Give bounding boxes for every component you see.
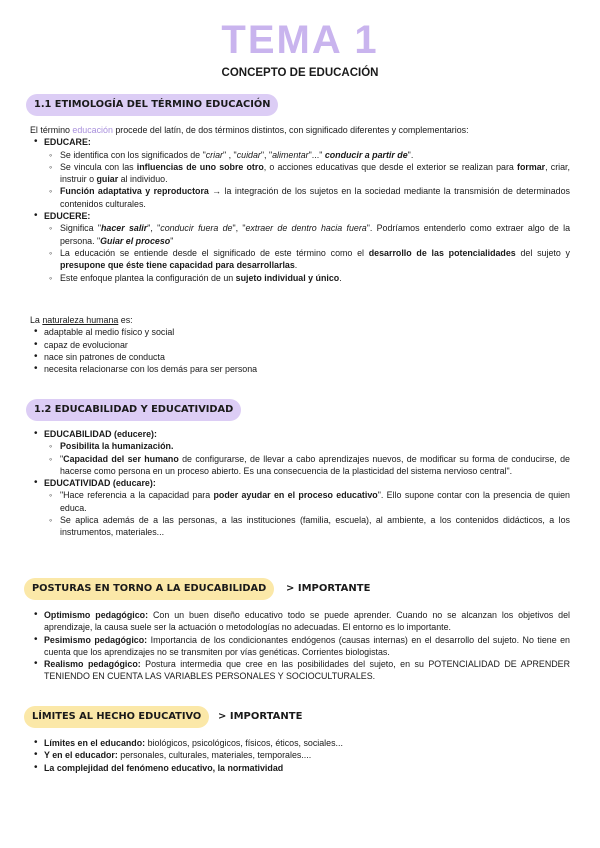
list-item: • nace sin patrones de conducta [44,351,570,363]
intro-paragraph: El término educación procede del latín, de dos términos distintos, con significado diferentes y complementarios: [30,125,469,135]
importance-tag: > IMPORTANTE [286,583,371,594]
section-heading-educabilidad: 1.2 EDUCABILIDAD Y EDUCATIVIDAD [26,399,241,421]
list-item: ◦ Este enfoque plantea la configuración de un sujeto individual y único. [60,272,570,284]
list-item-educere: • EDUCERE: ◦ Significa "hacer salir", "conducir fuera de", "extraer de dentro hacia fuera". Podríamos entenderlo como extraer algo de la persona. "Guiar el proceso" ◦ La educación se entiende desde el significado de este término como el desarrollo de las potencialidades del sujeto y presupone que éste tiene capacidad para desarrollarlas. ◦ Este enfoque plantea la configuración de un sujeto individual y único. [44,210,570,284]
naturaleza-list [30,326,570,375]
list-item: • necesita relacionarse con los demás para ser persona [44,363,570,375]
list-item: • adaptable al medio físico y social [44,326,570,338]
list-item: ◦ "Capacidad del ser humano de configurarse, de llevar a cabo aprendizajes nuevos, de modificar su forma de conducirse, de hacerse como persona en un proceso abierto. Es una consecuencia de la plasticidad del sistema nervioso central". [60,453,570,478]
naturaleza-humana-block [30,314,570,375]
list-item: ◦ Se identifica con los significados de "criar" , "cuidar", "alimentar"..." conducir a partir de". [60,149,570,161]
list-item: • Optimismo pedagógico: Con un buen diseño educativo todo se puede aprender. Cuando no se alcanzan los objetivos del aprendizaje, la causa suele ser la actuación o metodologías no adecuadas. El entorno es lo importante. [44,609,570,634]
etymology-list [30,136,570,284]
section-posturas-body [30,609,570,683]
list-item: ◦ "Hace referencia a la capacidad para poder ayudar en el proceso educativo". Ello supone contar con la presencia de quien educa. [60,489,570,514]
list-item: ◦ Posibilita la humanización. [60,440,570,452]
page-subtitle: CONCEPTO DE EDUCACIÓN [221,67,379,79]
section-heading-limites: LÍMITES AL HECHO EDUCATIVO [24,706,209,728]
list-item-educare: • EDUCARE: ◦ Se identifica con los significados de "criar" , "cuidar", "alimentar"..." conducir a partir de". ◦ Se vincula con las influencias de uno sobre otro, o acciones educativas que desde el exterior se realizan para formar, criar, instruir o guiar al individuo. ◦ Función adaptativa y reproductora → la integración de los sujetos en la sociedad mediante la transmisión de determinados contenidos culturales. [44,136,570,210]
list-item: • Pesimismo pedagógico: Importancia de los condicionantes endógenos (causas internas) en el desarrollo del sujeto. No tiene en cuenta que los aprendizajes no se transmiten por vías genéticas. Corrientes biologistas. [44,634,570,659]
list-item: ◦ Significa "hacer salir", "conducir fuera de", "extraer de dentro hacia fuera". Podríamos entenderlo como extraer algo de la persona. "Guiar el proceso" [60,222,570,247]
list-item: • Realismo pedagógico: Postura intermedia que cree en las posibilidades del sujeto, en su POTENCIALIDAD DE APRENDER TENIENDO EN CUENTA LAS VARIABLES PERSONALES Y SOCIOCULTURALES. [44,658,570,683]
list-item: ◦ La educación se entiende desde el significado de este término como el desarrollo de las potencialidades del sujeto y presupone que éste tiene capacidad para desarrollarlas. [60,247,570,272]
list-item: • Límites en el educando: biológicos, psicológicos, físicos, éticos, sociales... [44,737,570,749]
highlighted-word: educación [72,125,113,135]
list-item: ◦ Se vincula con las influencias de uno sobre otro, o acciones educativas que desde el exterior se realizan para formar, criar, instruir o guiar al individuo. [60,161,570,186]
section-heading-etimologia: 1.1 ETIMOLOGÍA DEL TÉRMINO EDUCACIÓN [26,94,278,116]
limites-list [30,737,570,774]
educabilidad-list [30,428,570,539]
section-educabilidad-body [30,428,570,539]
list-item: ◦ Se aplica además de a las personas, a las instituciones (familia, escuela), al ambiente, a los contenidos didácticos, a los instrumentos, materiales... [60,514,570,539]
section-etimologia-body [30,124,570,284]
importance-tag: > IMPORTANTE [218,711,303,722]
page-title: TEMA 1 [221,18,379,62]
section-limites-body [30,737,570,774]
posturas-list [30,609,570,683]
list-item: ◦ Función adaptativa y reproductora → la integración de los sujetos en la sociedad mediante la transmisión de determinados contenidos culturales. [60,185,570,210]
list-item-educatividad: • EDUCATIVIDAD (educare): ◦ "Hace referencia a la capacidad para poder ayudar en el proceso educativo". Ello supone contar con la presencia de quien educa. ◦ Se aplica además de a las personas, a las instituciones (familia, escuela), al ambiente, a los contenidos didácticos, a los instrumentos, materiales... [44,477,570,538]
list-item: • capaz de evolucionar [44,339,570,351]
list-item: • La complejidad del fenómeno educativo, la normatividad [44,762,570,774]
list-item-educabilidad: • EDUCABILIDAD (educere): ◦ Posibilita la humanización. ◦ "Capacidad del ser humano de configurarse, de llevar a cabo aprendizajes nuevos, de modificar su forma de conducirse, de hacerse como persona en un proceso abierto. Es una consecuencia de la plasticidad del sistema nervioso central". [44,428,570,477]
section-heading-posturas: POSTURAS EN TORNO A LA EDUCABILIDAD [24,578,274,600]
naturaleza-heading: La naturaleza humana es: [30,315,133,325]
list-item: • Y en el educador: personales, culturales, materiales, temporales.... [44,749,570,761]
